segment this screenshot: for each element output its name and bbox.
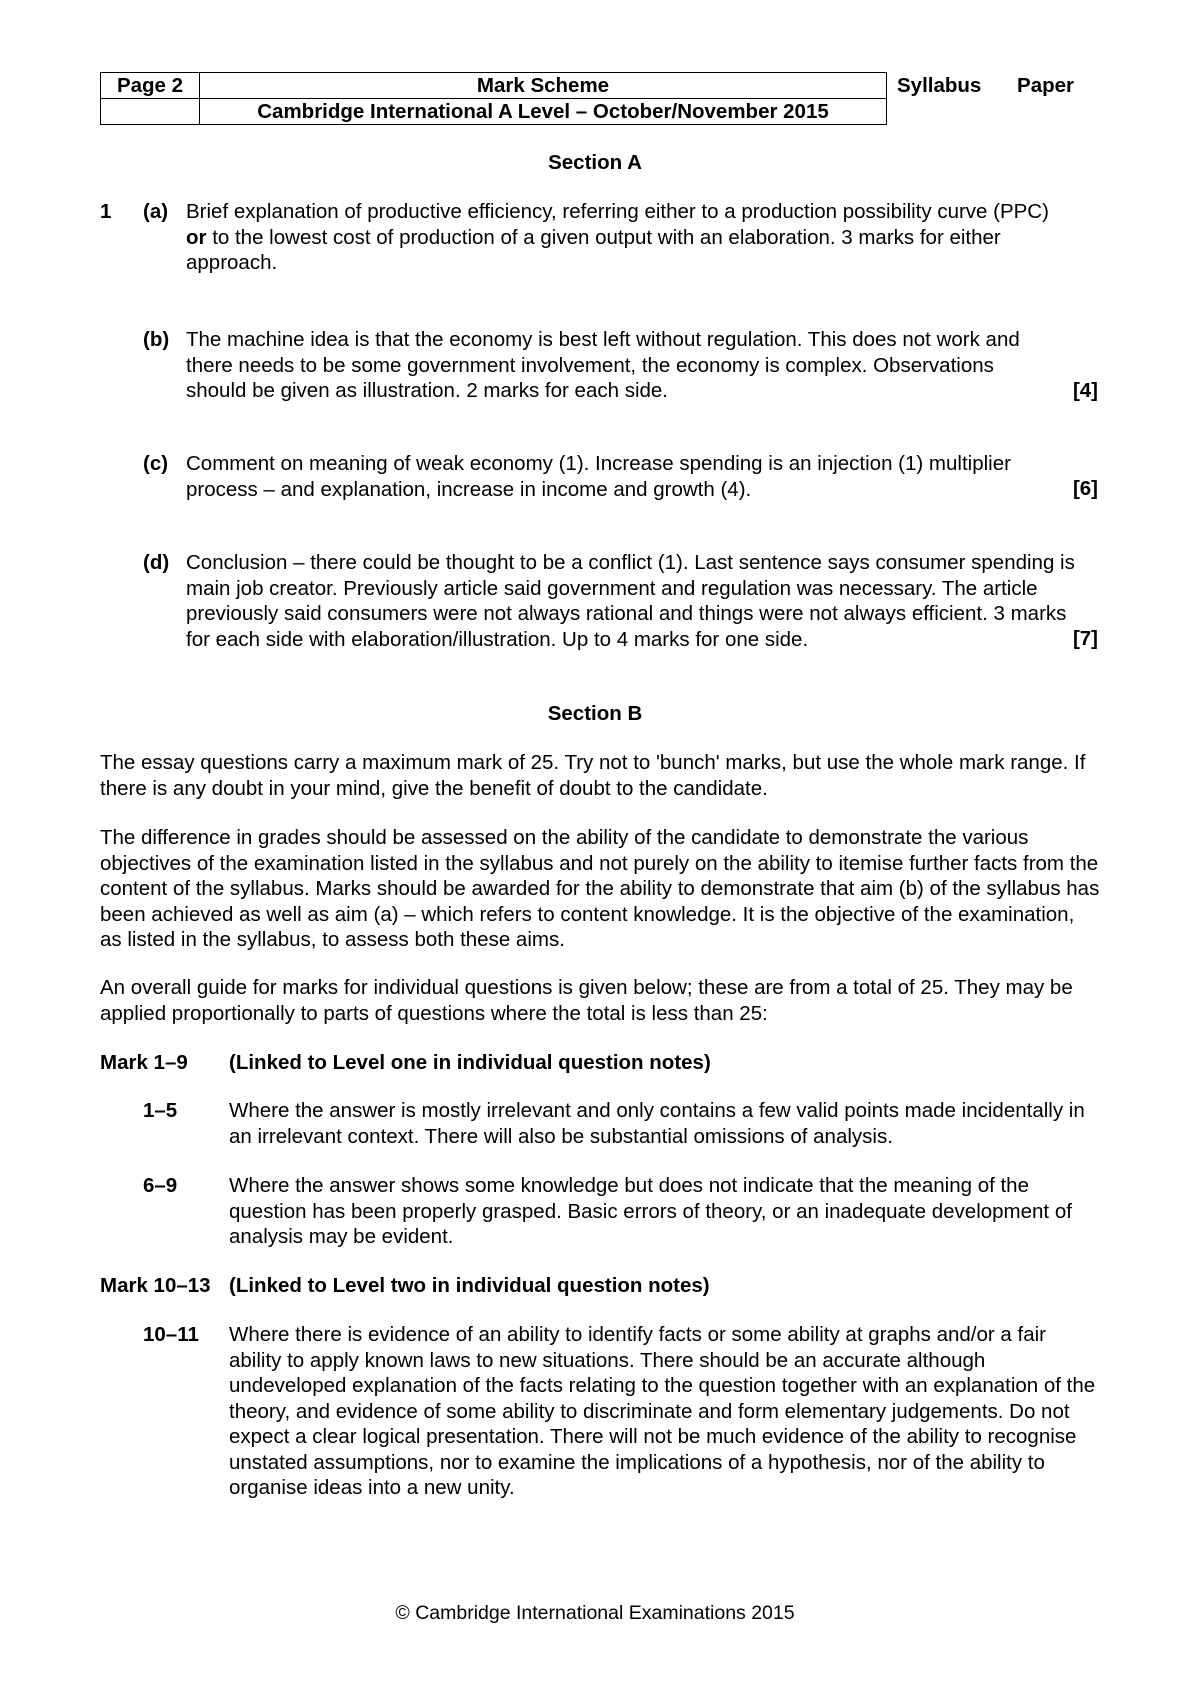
section-a-title: Section A bbox=[548, 151, 642, 174]
part-label-d: (d) bbox=[143, 551, 170, 574]
section-b-title: Section B bbox=[547, 702, 643, 725]
band-heading-1 bbox=[100, 1050, 711, 1076]
band-title-1: (Linked to Level one in individual question notes) bbox=[229, 1051, 711, 1074]
part-mark-c: [6] bbox=[1072, 477, 1098, 500]
header-right bbox=[887, 73, 1075, 99]
part-text-a-rest: to the lowest cost of production of a given output with an elaboration. 3 marks for either approach. bbox=[186, 225, 1001, 274]
part-label-a: (a) bbox=[143, 200, 169, 223]
part-text-d: Conclusion – there could be thought to be a conflict (1). Last sentence says consumer spending is main job creator. Previously article said government and regulation was necessary. The article previously said consumers were not always rational and things were not always efficient. 3 marks for each side with elaboration/illustration. Up to 4 marks for one side. bbox=[186, 551, 1075, 651]
part-text-b: The machine idea is that the economy is best left without regulation. This does not work and there needs to be some government involvement, the economy is complex. Observations should be given as illustration. 2 marks for each side. bbox=[186, 328, 1020, 402]
syllabus-label: Syllabus bbox=[897, 74, 982, 97]
part-text-a-bold: or bbox=[186, 225, 207, 249]
part-mark-d: [7] bbox=[1072, 627, 1098, 650]
page-number: Page 2 bbox=[101, 73, 200, 99]
part-label-c: (c) bbox=[143, 452, 169, 475]
part-mark-b: [4] bbox=[1072, 379, 1098, 402]
part-text-a bbox=[186, 199, 1096, 276]
band-heading-2 bbox=[100, 1273, 710, 1299]
band-text-10-11: Where there is evidence of an ability to identify facts or some ability at graphs and/or a fair ability to apply known laws to new situations. There should be an accurate although undeveloped explanation of the facts relating to the question together with an explanation of the theory, and evidence of some ability to discriminate and form elementary judgements. Do not expect a clear logical presentation. There will not be much evidence of the ability to recognise unstated assumptions, nor to examine the implications of a hypothesis, nor of the ability to organise ideas into a new unity. bbox=[229, 1323, 1096, 1499]
header-table bbox=[100, 72, 1075, 125]
band-title-2: (Linked to Level two in individual question notes) bbox=[229, 1274, 710, 1297]
intro-paragraph-2: The difference in grades should be assessed on the ability of the candidate to demonstrate the various objectives of the examination listed in the syllabus and not purely on the ability to itemise further facts from the content of the syllabus. Marks should be awarded for the ability to demonstrate that aim (b) of the syllabus has been achieved as well as aim (a) – which refers to content knowledge. It is the objective of the examination, as listed in the syllabus, to assess both these aims. bbox=[100, 826, 1100, 951]
document-subtitle: Cambridge International A Level – October/November 2015 bbox=[200, 99, 887, 125]
band-range-6-9: 6–9 bbox=[143, 1174, 178, 1197]
intro-paragraph-1: The essay questions carry a maximum mark of 25. Try not to 'bunch' marks, but use the whole mark range. If there is any doubt in your mind, give the benefit of doubt to the candidate. bbox=[100, 751, 1086, 800]
part-text-c: Comment on meaning of weak economy (1). Increase spending is an injection (1) multiplier process – and explanation, increase in income and growth (4). bbox=[186, 452, 1011, 501]
question-number: 1 bbox=[100, 200, 112, 223]
paper-label: Paper bbox=[1017, 74, 1074, 97]
band-label-2: Mark 10–13 bbox=[100, 1274, 211, 1297]
header-empty-cell bbox=[101, 99, 200, 125]
band-range-1-5: 1–5 bbox=[143, 1099, 178, 1122]
band-range-10-11: 10–11 bbox=[143, 1323, 199, 1346]
band-label-1: Mark 1–9 bbox=[100, 1051, 188, 1074]
band-text-6-9: Where the answer shows some knowledge but does not indicate that the meaning of the question has been properly grasped. Basic errors of theory, or an inadequate development of analysis may be evident. bbox=[229, 1174, 1072, 1248]
part-label-b: (b) bbox=[143, 328, 170, 351]
intro-paragraph-3: An overall guide for marks for individual questions is given below; these are from a total of 25. They may be applied proportionally to parts of questions where the total is less than 25: bbox=[100, 976, 1073, 1025]
band-text-1-5: Where the answer is mostly irrelevant and only contains a few valid points made incidentally in an irrelevant context. There will also be substantial omissions of analysis. bbox=[229, 1099, 1085, 1148]
copyright-footer: © Cambridge International Examinations 2015 bbox=[395, 1602, 795, 1624]
part-text-a-line1: Brief explanation of productive efficiency, referring either to a production possibility curve (PPC) bbox=[186, 200, 1049, 223]
document-title: Mark Scheme bbox=[200, 73, 887, 99]
